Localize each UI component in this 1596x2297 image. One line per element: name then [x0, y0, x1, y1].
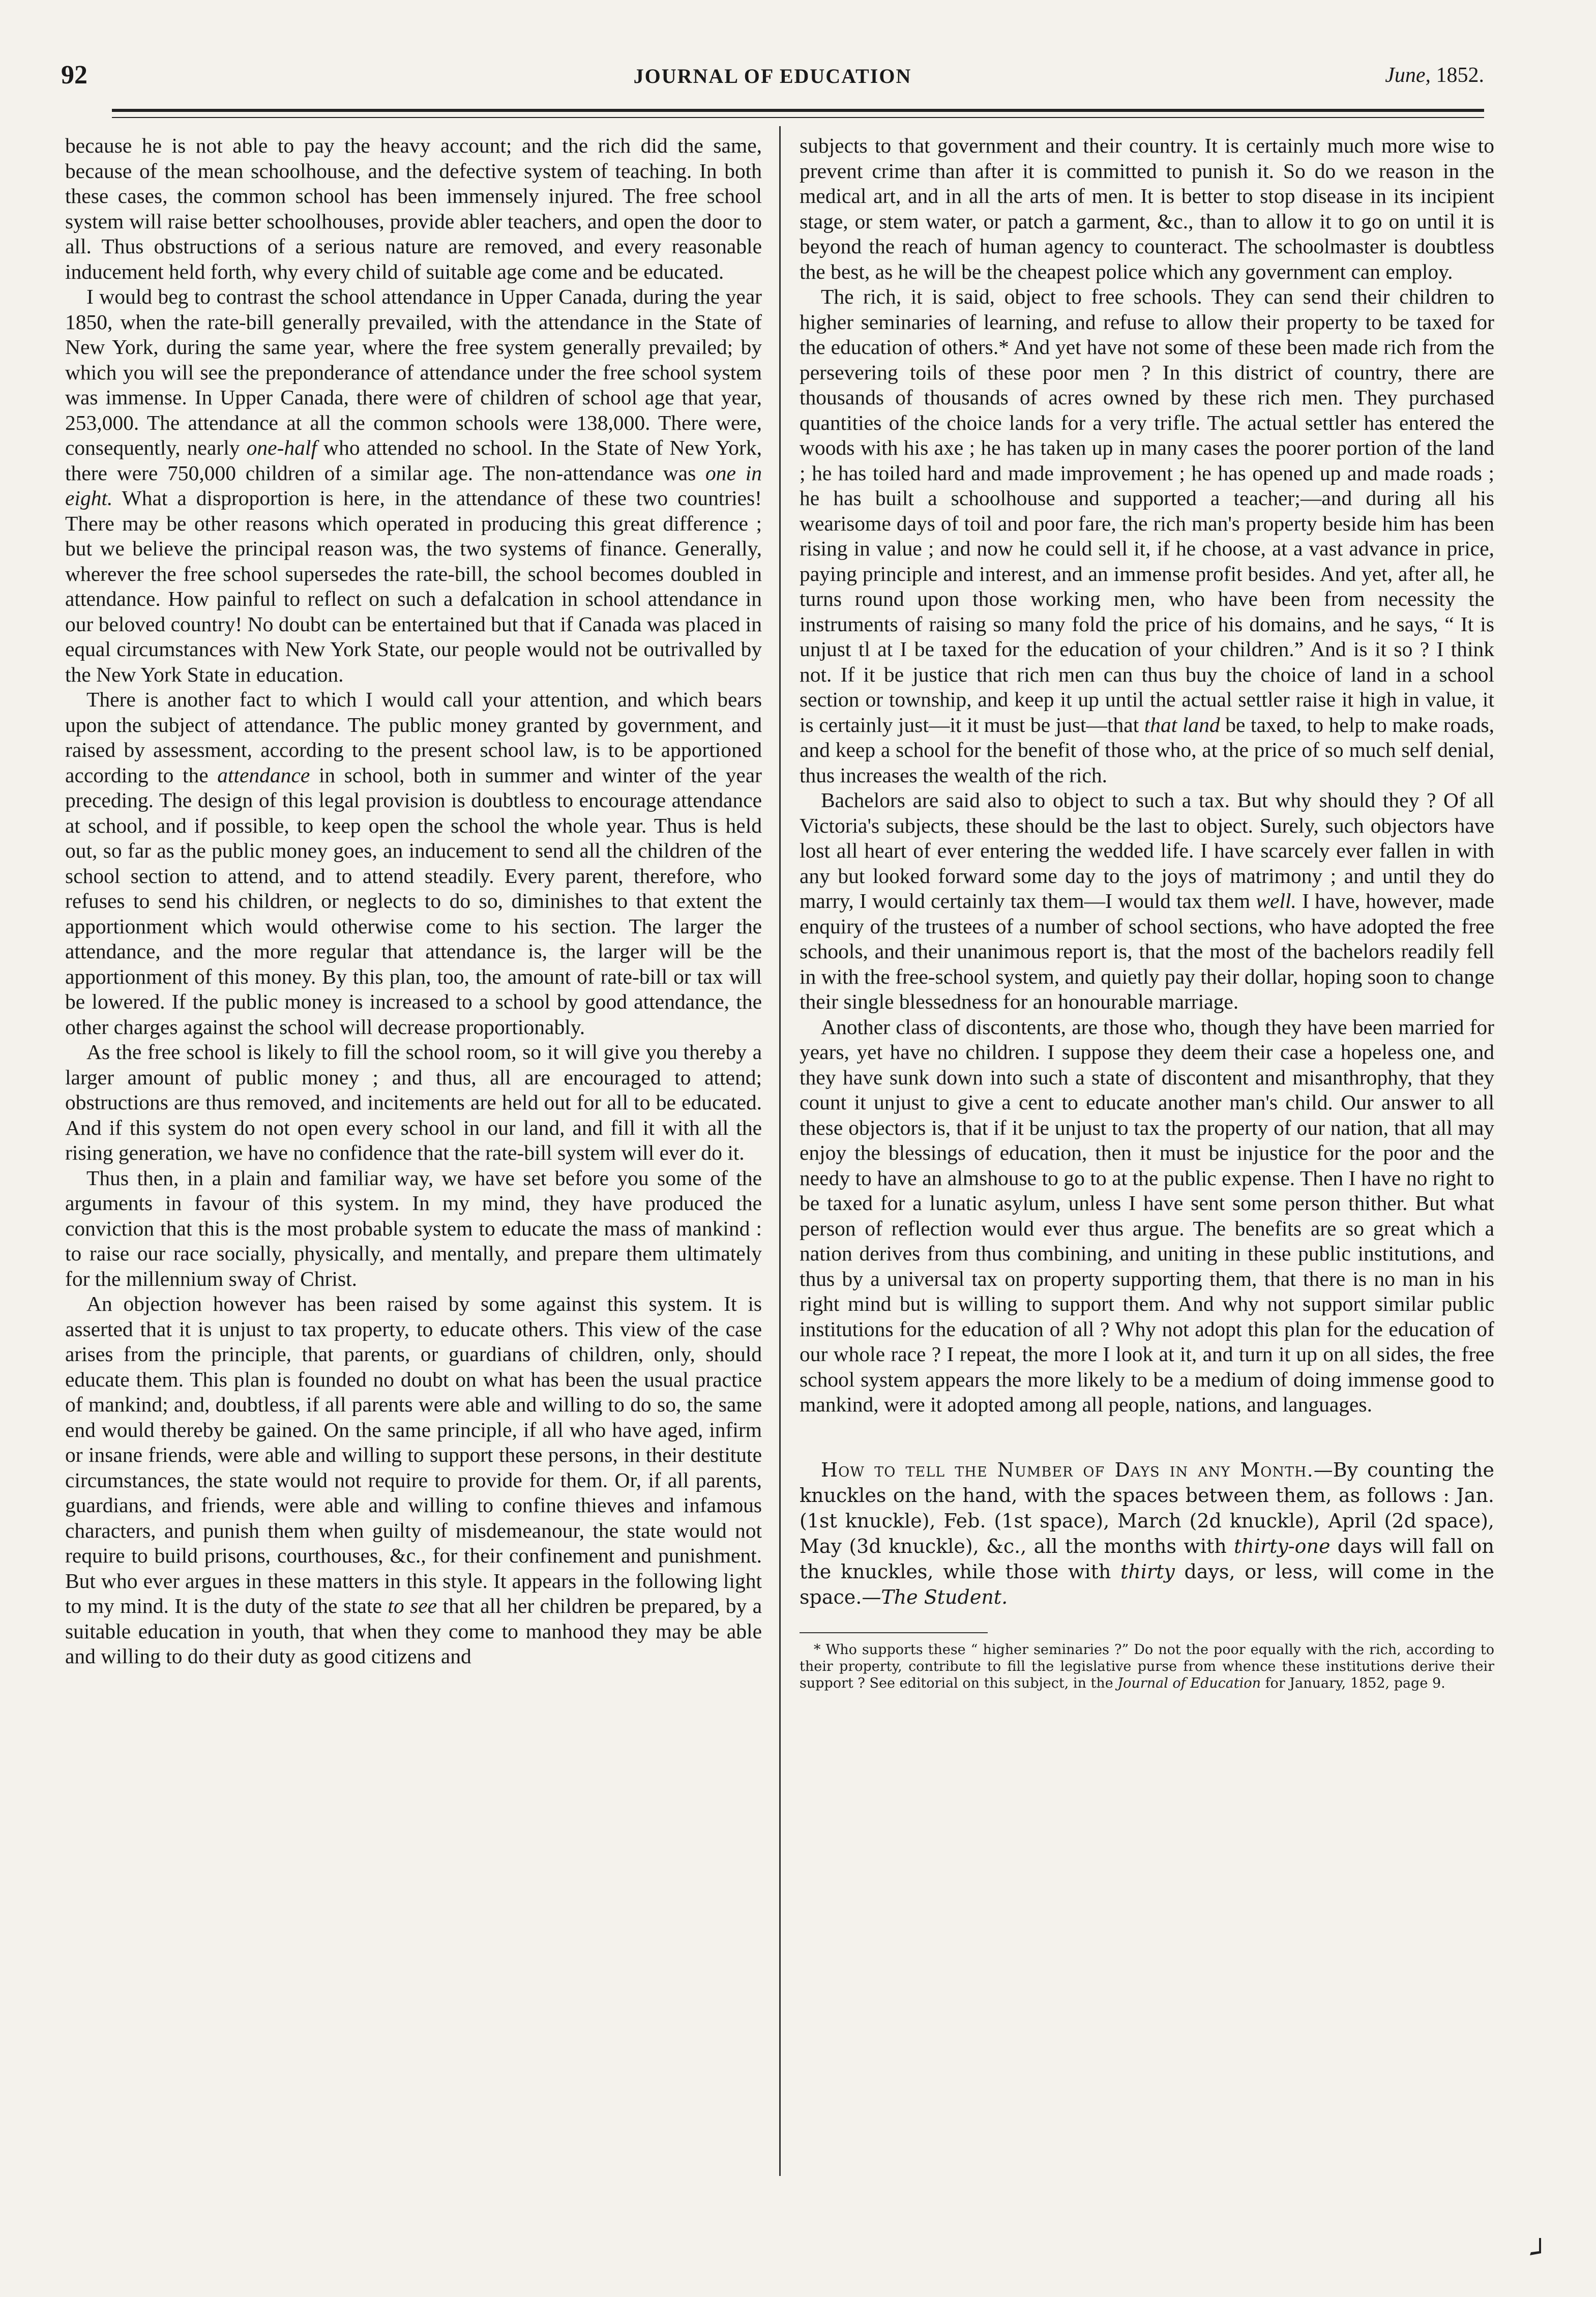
- paragraph: Another class of discontents, are those who, though they have been married for years, yet have no children. I suppose they deem their case a hopeless one, and they have sunk down into such a state of discontent and misanthrophy, that they count it unjust to give a cent to educate another man's child. Our answer to all these objectors is, that if it be unjust to tax the property of our nation, that all may enjoy the blessings of education, then it must be injustice for the poor and the needy to have an almshouse to go to at the public expense. Then I have no right to be taxed for a lunatic asylum, unless I have sent some person thither. But what person of reflection would ever thus argue. The benefits are so great which a nation derives from thus combining, and uniting in these public institutions, and thus by a universal tax on property supporting them, that there is no man in his right mind but is willing to support them. And why not support similar public institutions for the education of all ? Why not adopt this plan for the education of our whole race ? I repeat, the more I look at it, and turn it up on all sides, the free school system appears the more likely to be a medium of doing immense good to mankind, were it adopted among all people, nations, and languages.: [800, 1015, 1494, 1416]
- footnote-rule: [800, 1632, 988, 1633]
- paragraph: because he is not able to pay the heavy account; and the rich did the same, because of the mean schoolhouse, and the defective system of teaching. In both these cases, the common school has been immensely injured. The free school system will raise better schoolhouses, provide abler teachers, and open the door to all. Thus obstructions of a serious nature are removed, and every reasonable inducement held forth, why every child of suitable age come and be educated.: [65, 134, 762, 283]
- left-column: [65, 133, 762, 1669]
- issue-year: 1852.: [1436, 64, 1484, 87]
- snippet-source: The Student.: [881, 1585, 1008, 1608]
- issue-month: June,: [1385, 64, 1431, 87]
- page-number: 92: [61, 61, 87, 90]
- corner-mark-icon: [1529, 2238, 1543, 2255]
- paragraph: There is another fact to which I would call your attention, and which bears upon the subject of attendance. The public money granted by government, and raised by assessment, according to the present school law, is to be apportioned according to the attendance in school, both in summer and winter of the year preceding. The design of this legal provision is doubtless to encourage attendance at school, and if possible, to keep open the school the whole year. Thus is held out, so far as the public money goes, an inducement to send all the children of the school section to attend, and to attend steadily. Every parent, therefore, who refuses to send his children, or neglects to do so, diminishes to that extent the apportionment which would otherwise come to his section. The larger the attendance, and the more regular that attendance is, the larger will be the apportionment of this money. By this plan, too, the amount of rate-bill or tax will be lowered. If the public money is increased to a school by good attendance, the other charges against the school will decrease proportionably.: [65, 688, 762, 1039]
- header-rule-thin: [112, 117, 1484, 118]
- paragraph: subjects to that government and their country. It is certainly much more wise to prevent crime than after it is committed to punish it. So do we reason in the medical art, and in all the arts of men. It is better to stop disease in its incipient stage, or stem water, or patch a garment, &c., than to allow it to go on until it is beyond the reach of human agency to counteract. The schoolmaster is doubtless the best, as he will be the cheapest police which any government can employ.: [800, 134, 1494, 283]
- column-divider: [779, 126, 781, 2176]
- journal-title: JOURNAL OF EDUCATION: [633, 65, 912, 87]
- issue-date: [1385, 63, 1484, 87]
- paragraph: Bachelors are said also to object to such a tax. But why should they ? Of all Victoria's subjects, these should be the last to object. Surely, such objectors have lost all heart of ever entering the wedded life. I have scarcely ever fallen in with any but looked forward some day to the joys of matrimony ; and until they do marry, I would certainly tax them—I would tax them well. I have, however, made enquiry of the trustees of a number of school sections, who have adopted the free schools, and their unanimous report is, that the most of the bachelors readily fell in with the free-school system, and quietly pay their dollar, hoping soon to change their single blessedness for an honourable marriage.: [800, 788, 1494, 1013]
- right-column: [800, 133, 1494, 1692]
- paragraph: As the free school is likely to fill the school room, so it will give you thereby a larger amount of public money ; and thus, all are encouraged to attend; obstructions are thus removed, and incitements are held out for all to be educated. And if this system do not open every school in our land, and fill it with all the rising generation, we have no confidence that the rate-bill system will ever do it.: [65, 1040, 762, 1164]
- paragraph: The rich, it is said, object to free schools. They can send their children to higher seminaries of learning, and refuse to allow their property to be taxed for the education of others.* And yet have not some of these been made rich from the persevering toils of these poor men ? In this district of country, there are thousands of thousands of acres owned by these rich men. They purchased quantities of the choice lands for a very trifle. The actual settler has entered the woods with his axe ; he has taken up in many cases the poorer portion of the land ; he has toiled hard and made improvement ; he has opened up and made roads ; he has built a schoolhouse and supported a teacher;—and during all his wearisome days of toil and poor fare, the rich man's property beside him has been rising in value ; and now he could sell it, if he choose, at a vast advance in price, paying principle and interest, and an immense profit besides. And yet, after all, he turns round upon those working men, who have been from necessity the instruments of raising so many fold the price of his domains, and he says, “ It is unjust tl at I be taxed for the education of your children.” And is it so ? I think not. If it be justice that rich men can thus buy the choice of land in a school section or township, and keep it up until the actual settler raise it high in value, it is certainly just—it it must be just—that that land be taxed, to help to make roads, and keep a school for the benefit of those who, at the price of so much self denial, thus increases the wealth of the rich.: [800, 285, 1495, 787]
- footnote: * Who supports these “ higher seminaries ?” Do not the poor equally with the rich, according to their property, contribute to fill the legislative purse from whence these institutions derive their support ? See editorial on this subject, in the Journal of Education for January, 1852, page 9.: [800, 1641, 1494, 1691]
- paragraph: I would beg to contrast the school attendance in Upper Canada, during the year 1850, when the rate-bill generally prevailed, with the attendance in the State of New York, during the same year, where the free system generally prevailed; by which you will see the preponderance of attendance under the free school system was immense. In Upper Canada, there were of children of school age that year, 253,000. The attendance at all the common schools were 138,000. There were, consequently, nearly one-half who attended no school. In the State of New York, there were 750,000 children of a similar age. The non-attendance was one in eight. What a disproportion is here, in the attendance of these two countries! There may be other reasons which operated in producing this great difference ; but we believe the principal reason was, the two systems of finance. Generally, wherever the free school supersedes the rate-bill, the school becomes doubled in attendance. How painful to reflect on such a defalcation in school attendance in our beloved country! No doubt can be entertained but that if Canada was placed in equal circumstances with New York State, our people would not be outrivalled by the New York State in education.: [65, 285, 762, 686]
- header-rule-thick: [112, 109, 1484, 112]
- paragraph: An objection however has been raised by some against this system. It is asserted that it is unjust to tax property, to educate others. This view of the case arises from the principle, that parents, or guardians of children, only, should educate them. This plan is founded no doubt on what has been the usual practice of mankind; and, doubtless, if all parents were able and willing to do so, the same end would thereby be gained. On the same principle, if all who have aged, infirm or insane friends, were able and willing to support these persons, in their destitute circumstances, the state would not require to provide for them. Or, if all parents, guardians, and friends, were able and willing to confine thieves and infamous characters, and punish them when guilty of misdemeanour, the state would not require to build prisons, courthouses, &c., for their confinement and punishment. But who ever argues in these matters in this style. It appears in the following light to my mind. It is the duty of the state to see that all her children be prepared, by a suitable education in youth, that when they come to manhood they may be able and willing to do their duty as good citizens and: [65, 1292, 762, 1668]
- month-days-snippet: How to tell the Number of Days in any Month.—By counting the knuckles on the hand, with the spaces between them, as follows : Jan. (1st knuckle), Feb. (1st space), March (2d knuckle), April (2d space), May (3d knuckle), &c., all the months with thirty-one days will fall on the knuckles, while those with thirty days, or less, will come in the space.—The Student.: [800, 1458, 1495, 1608]
- page-header: [61, 60, 1484, 106]
- paragraph: Thus then, in a plain and familiar way, we have set before you some of the arguments in favour of this system. In my mind, they have produced the conviction that this is the most probable system to educate the mass of mankind : to raise our race socially, physically, and mentally, and prepare them ultimately for the millennium sway of Christ.: [65, 1166, 762, 1290]
- snippet-heading: How to tell the Number of Days in any Month.: [821, 1458, 1314, 1481]
